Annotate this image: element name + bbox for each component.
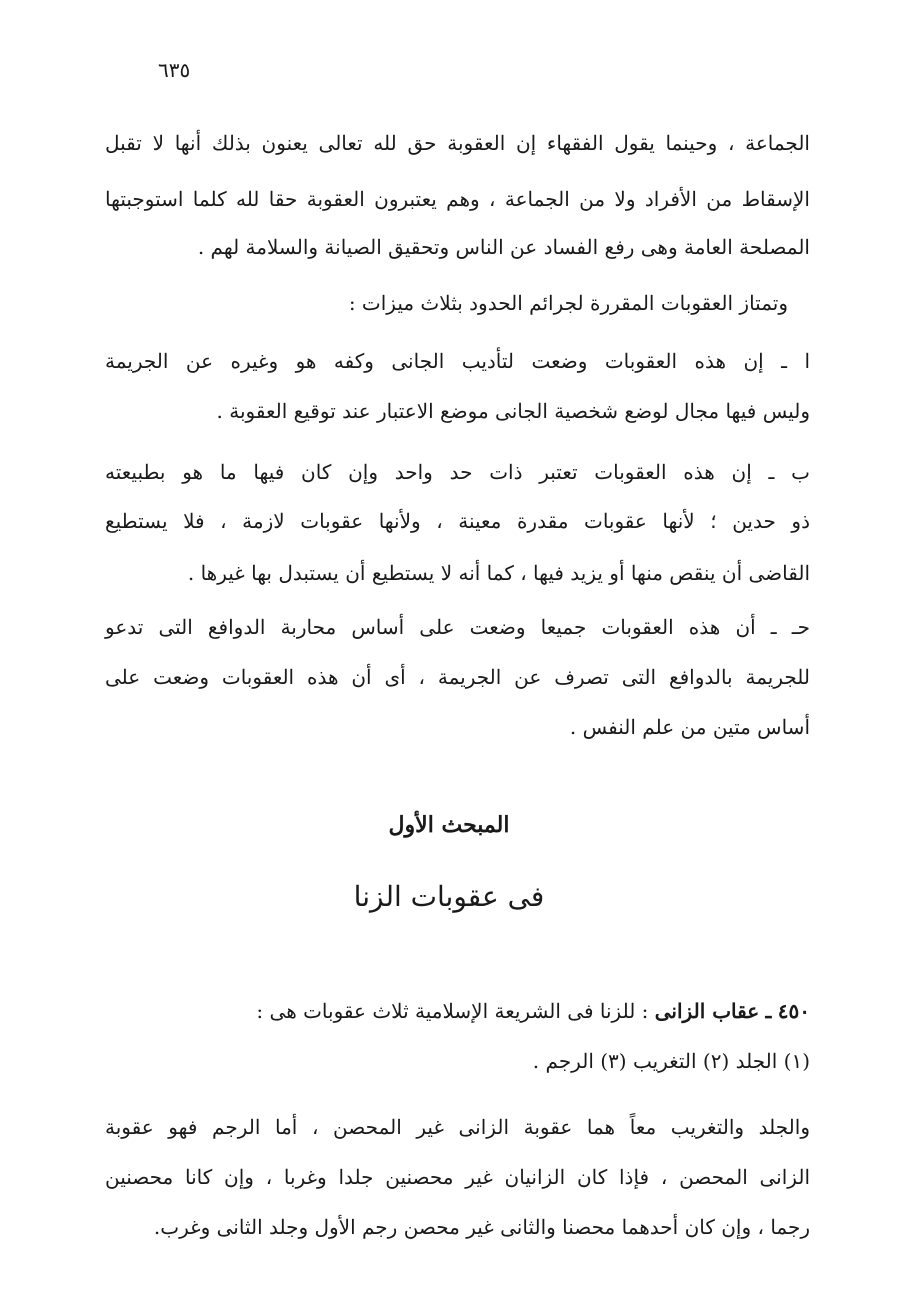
closing-line-1: والجلد والتغريب معاً هما عقوبة الزانى غير المحصن ، أما الرجم فهو عقوبة [105, 1115, 810, 1139]
feature-a-line-2: وليس فيها مجال لوضع شخصية الجانى موضع الاعتبار عند توقيع العقوبة . [216, 399, 810, 423]
section-heading: المبحث الأول [388, 812, 510, 838]
para-450-rest: : للزنا فى الشريعة الإسلامية ثلاث عقوبات هى : [256, 999, 649, 1023]
closing-line-2: الزانى المحصن ، فإذا كان الزانيان غير محصنين جلدا وغربا ، وإن كانا محصنين [105, 1165, 810, 1189]
para-450-term: عقاب الزانى [654, 999, 760, 1023]
page-number: ٦٣٥ [158, 58, 191, 82]
intro-line-2: الإسقاط من الأفراد ولا من الجماعة ، وهم يعتبرون العقوبة حقا لله كلما استوجبتها [105, 187, 810, 211]
feature-b-line-3: القاضى أن ينقص منها أو يزيد فيها ، كما أنه لا يستطيع أن يستبدل بها غيرها . [187, 561, 810, 585]
closing-line-3: رجما ، وإن كان أحدهما محصنا والثانى غير محصن رجم الأول وجلد الثانى وغرب. [153, 1215, 810, 1239]
feature-b-line-2: ذو حدين ؛ لأنها عقوبات مقدرة معينة ، ولأنها عقوبات لازمة ، فلا يستطيع [105, 509, 810, 533]
feature-a-line-1: ا ـ إن هذه العقوبات وضعت لتأديب الجانى وكفه هو وغيره عن الجريمة [105, 349, 810, 373]
para-450-number: ٤٥٠ [777, 999, 810, 1023]
feature-c-line-1: حـ ـ أن هذه العقوبات جميعا وضعت على أساس محاربة الدوافع التى تدعو [105, 615, 810, 639]
section-title: فى عقوبات الزنا [353, 880, 545, 913]
para-450-dash: ـ [765, 999, 772, 1023]
feature-c-line-2: للجريمة بالدوافع التى تصرف عن الجريمة ، أى أن هذه العقوبات وضعت على [105, 665, 810, 689]
intro-line-3: المصلحة العامة وهى رفع الفساد عن الناس وتحقيق الصيانة والسلامة لهم . [197, 235, 810, 259]
para-450-line-2: (١) الجلد (٢) التغريب (٣) الرجم . [532, 1049, 810, 1073]
feature-b-line-1: ب ـ إن هذه العقوبات تعتبر ذات حد واحد وإن كان فيها ما هو بطبيعته [105, 460, 810, 484]
feature-c-line-3: أساس متين من علم النفس . [569, 715, 810, 739]
features-intro: وتمتاز العقوبات المقررة لجرائم الحدود بثلاث ميزات : [348, 291, 788, 315]
para-450-line-1 [105, 996, 810, 1026]
intro-line-1: الجماعة ، وحينما يقول الفقهاء إن العقوبة حق لله تعالى يعنون بذلك أنها لا تقبل [105, 131, 810, 155]
